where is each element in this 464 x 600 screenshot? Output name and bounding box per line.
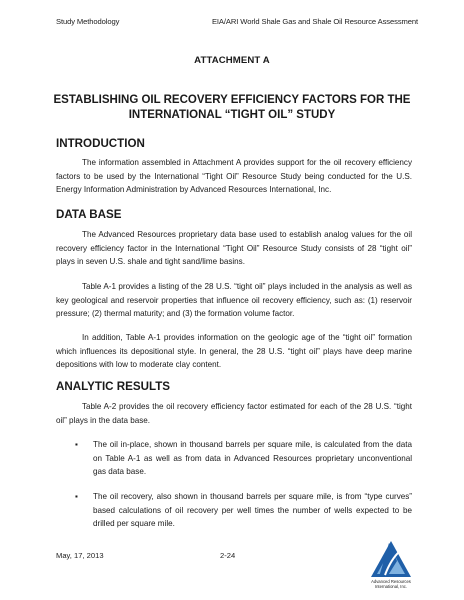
database-paragraph-2: [56, 280, 412, 321]
document-title: [40, 93, 424, 122]
analytic-paragraph-1-text: Table A-2 provides the oil recovery efficiency factor estimated for each of the 28 U.S. “tight oil” plays in the data base.: [56, 402, 412, 425]
header-right: EIA/ARI World Shale Gas and Shale Oil Resource Assessment: [211, 17, 418, 26]
bullet-marker-2: ▪: [75, 492, 78, 501]
heading-introduction: INTRODUCTION: [56, 137, 145, 150]
bullet-paragraph-1: The oil in-place, shown in thousand barrels per square mile, is calculated from the data on Table A-1 as well as from data in Advanced Resources proprietary unconventional gas data base.: [93, 440, 412, 476]
intro-paragraph: [56, 156, 412, 197]
heading-analytic-results: ANALYTIC RESULTS: [56, 380, 171, 393]
database-paragraph-1: [56, 228, 412, 269]
database-paragraph-2-text: Table A-1 provides a listing of the 28 U.S. “tight oil” plays included in the analysis as well as key geological and reservoir properties that influence oil recovery efficiency, such as: (1) reservoir pressure; (2) thermal maturity; and (3) the formation volume factor.: [56, 282, 412, 318]
database-paragraph-3: [56, 331, 412, 372]
title-line-2: INTERNATIONAL “TIGHT OIL” STUDY: [128, 108, 336, 121]
title-line-1: ESTABLISHING OIL RECOVERY EFFICIENCY FACTORS FOR THE: [53, 94, 411, 106]
advanced-resources-logo-icon: [367, 539, 415, 583]
analytic-paragraph-1: [56, 400, 412, 427]
heading-data-base: DATA BASE: [56, 208, 122, 221]
database-paragraph-3-text: In addition, Table A-1 provides information on the geologic age of the “tight oil” formation which influences its depositional style. In general, the 28 U.S. “tight oil” plays have deep marine depositions with low to moderate clay content.: [56, 333, 412, 369]
database-paragraph-1-text: The Advanced Resources proprietary data base used to establish analog values for the oil recovery efficiency factor in the International “Tight Oil” Resource Study consists of 28 “tight oil” plays in seven U.S. shale and tight sand/lime basins.: [56, 230, 412, 266]
logo-text-line-2: International, Inc.: [374, 584, 408, 589]
bullet-marker-1: ▪: [75, 440, 78, 449]
header-left: Study Methodology: [56, 17, 120, 26]
attachment-label: ATTACHMENT A: [194, 55, 270, 66]
intro-paragraph-text: The information assembled in Attachment A provides support for the oil recovery efficiency factors to be used by the International “Tight Oil” Resource Study being conducted for the U.S. Energy Information Administration by Advanced Resources International, Inc.: [56, 158, 412, 194]
logo-text-line-1: Advanced Resources: [371, 579, 411, 584]
footer-date: May, 17, 2013: [56, 551, 104, 560]
bullet-paragraph-2: The oil recovery, also shown in thousand barrels per square mile, is from “type curves” based calculations of oil recovery per well times the number of wells expected to be drilled per square mile.: [93, 492, 412, 528]
footer-page-number: 2-24: [220, 551, 236, 560]
